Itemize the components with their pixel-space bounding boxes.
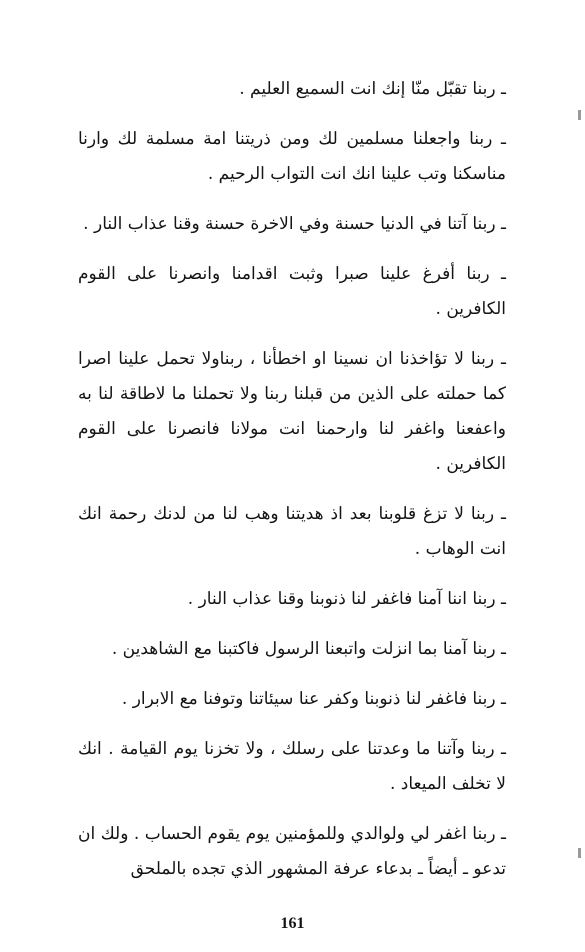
page-number: 161 xyxy=(280,915,305,932)
supplication-paragraph-3: ـ ربنا آتنا في الدنيا حسنة وفي الاخرة حسنة وقنا عذاب النار . xyxy=(83,214,506,234)
supplication-paragraph-5: ـ ربنا لا تؤاخذنا ان نسينا او اخطأنا ، ربناولا تحمل علينا اصرا كما حملته على الذين من قبلنا ربنا ولا تحملنا ما لاطاقة لنا به واعفعنا واغفر لنا وارحمنا انت مولانا فانصرنا على القوم الكافرين . xyxy=(78,349,506,474)
supplication-paragraph-2: ـ ربنا واجعلنا مسلمين لك ومن ذريتنا امة مسلمة لك وارنا مناسكنا وتب علينا انك انت التواب الرحيم . xyxy=(78,129,506,184)
supplication-paragraph-7: ـ ربنا اننا آمنا فاغفر لنا ذنوبنا وقنا عذاب النار . xyxy=(187,589,506,609)
supplication-paragraph-9: ـ ربنا فاغفر لنا ذنوبنا وكفر عنا سيئاتنا وتوفنا مع الابرار . xyxy=(121,689,506,709)
scan-edge-mark-top xyxy=(578,110,581,120)
supplication-paragraph-8: ـ ربنا آمنا بما انزلت واتبعنا الرسول فاكتبنا مع الشاهدين . xyxy=(111,639,506,659)
supplication-paragraph-4: ـ ربنا أفرغ علينا صبرا وثبت اقدامنا وانصرنا على القوم الكافرين . xyxy=(78,264,506,319)
supplication-paragraph-1: ـ ربنا تقبّل منّا إنك انت السميع العليم . xyxy=(239,79,506,99)
scan-edge-mark-bottom xyxy=(578,848,581,858)
supplication-paragraph-11: ـ ربنا اغفر لي ولوالدي وللمؤمنين يوم يقوم الحساب . ولك ان تدعو ـ أيضاً ـ بدعاء عرفة المشهور الذي تجده بالملحق xyxy=(78,824,506,879)
supplication-paragraph-10: ـ ربنا وآتنا ما وعدتنا على رسلك ، ولا تخزنا يوم القيامة . انك لا تخلف الميعاد . xyxy=(78,739,506,794)
supplications-text xyxy=(78,72,506,902)
supplication-paragraph-6: ـ ربنا لا تزغ قلوبنا بعد اذ هديتنا وهب لنا من لدنك رحمة انك انت الوهاب . xyxy=(78,504,506,559)
